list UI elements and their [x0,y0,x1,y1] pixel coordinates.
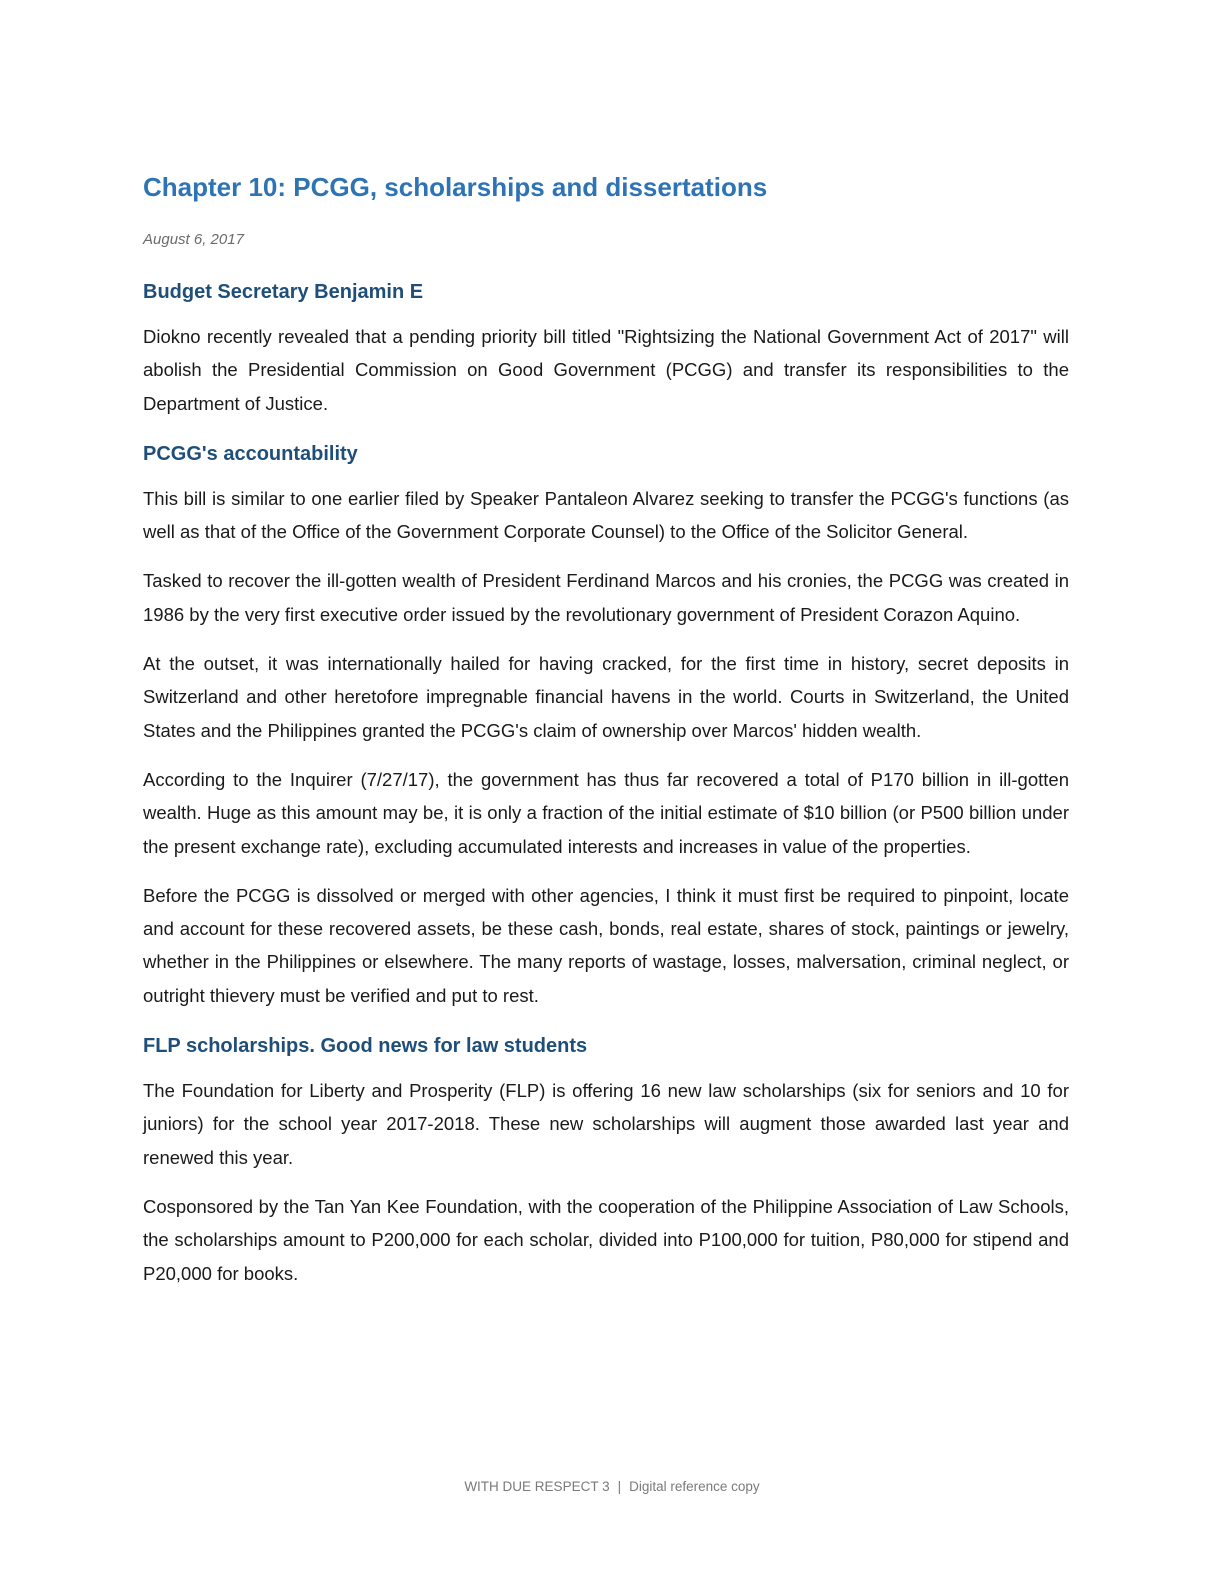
paragraph: This bill is similar to one earlier filed by Speaker Pantaleon Alvarez seeking to transfer the PCGG's functions (as well as that of the Office of the Government Corporate Counsel) to the Office of the Solicitor General. [143,487,1069,543]
paragraph: Diokno recently revealed that a pending priority bill titled "Rightsizing the National Government Act of 2017" will abolish the Presidential Commission on Good Government (PCGG) and transfer its responsibilities to the Department of Justice. [143,326,1069,414]
section-budget-secretary [143,278,1069,420]
publication-date: August 6, 2017 [143,231,244,248]
page-footer [0,1479,1224,1494]
footer-running-title: WITH DUE RESPECT 3 [464,1479,610,1494]
paragraph: At the outset, it was internationally hailed for having cracked, for the first time in history, secret deposits in Switzerland and other heretofore impregnable financial havens in the world. Courts in Switzerland, the United States and the Philippines granted the PCGG's claim of ownership over Marcos' hidden wealth. [143,653,1069,741]
footer-note: Digital reference copy [629,1479,760,1494]
section-pcgg-accountability [143,440,1069,1012]
paragraph: Tasked to recover the ill-gotten wealth of President Ferdinand Marcos and his cronies, the PCGG was created in 1986 by the very first executive order issued by the revolutionary government of President Corazon Aquino. [143,570,1069,625]
section-flp-scholarships [143,1032,1069,1290]
footer-separator: | [617,1479,622,1494]
article-body [143,278,1069,1306]
chapter-title: Chapter 10: PCGG, scholarships and dissertations [143,172,768,202]
paragraph: Before the PCGG is dissolved or merged with other agencies, I think it must first be required to pinpoint, locate and account for these recovered assets, be these cash, bonds, real estate, shares of stock, paintings or jewelry, whether in the Philippines or elsewhere. The many reports of wastage, losses, malversation, criminal neglect, or outright thievery must be verified and put to rest. [143,884,1069,1006]
paragraph: Cosponsored by the Tan Yan Kee Foundation, with the cooperation of the Philippine Association of Law Schools, the scholarships amount to P200,000 for each scholar, divided into P100,000 for tuition, P80,000 for stipend and P20,000 for books. [143,1195,1069,1284]
paragraph: The Foundation for Liberty and Prosperity (FLP) is offering 16 new law scholarships (six for seniors and 10 for juniors) for the school year 2017-2018. These new scholarships will augment those awarded last year and renewed this year. [143,1080,1069,1168]
paragraph: According to the Inquirer (7/27/17), the government has thus far recovered a total of P170 billion in ill-gotten wealth. Huge as this amount may be, it is only a fraction of the initial estimate of $10 billion (or P500 billion under the present exchange rate), excluding accumulated interests and increases in value of the properties. [143,768,1069,857]
section-heading: Budget Secretary Benjamin E [143,281,424,303]
section-heading: PCGG's accountability [143,442,358,465]
section-heading: FLP scholarships. Good news for law students [143,1035,588,1058]
